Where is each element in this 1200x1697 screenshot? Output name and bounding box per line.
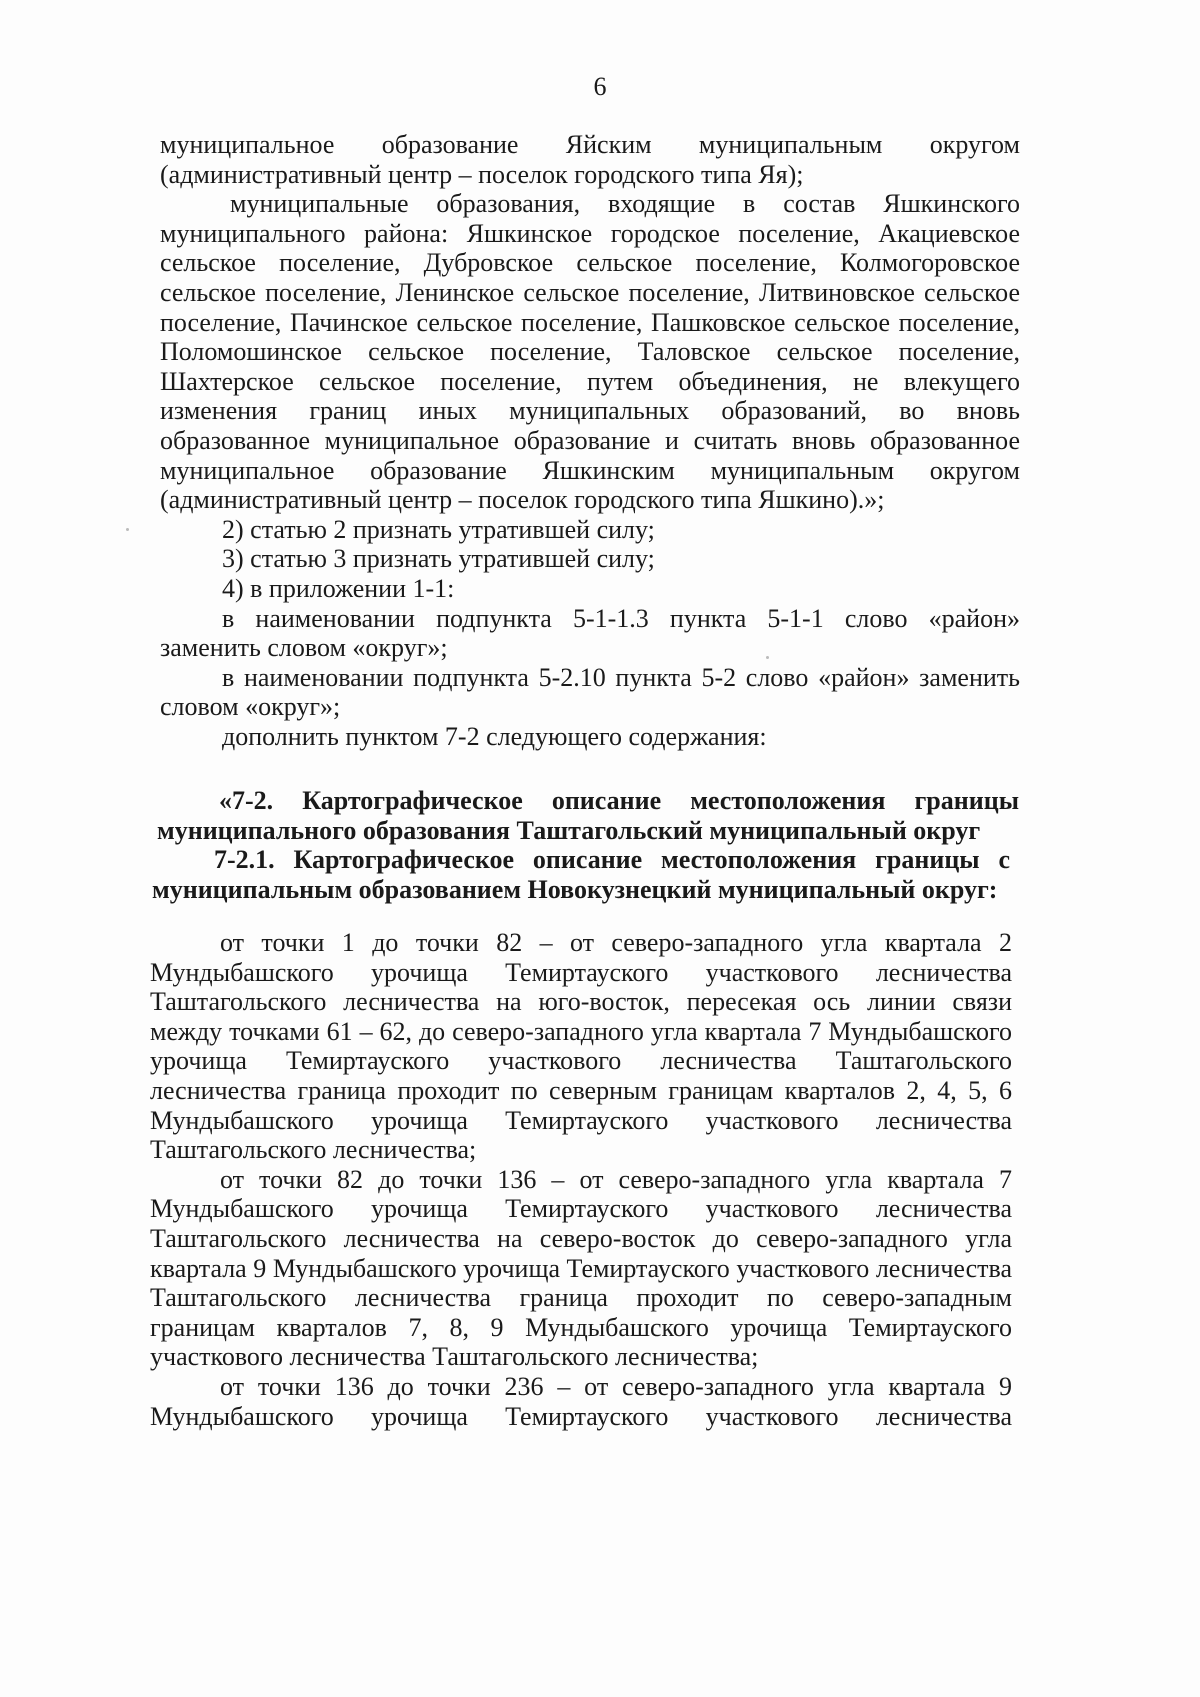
heading-7-2-1-line1: 7-2.1. Картографическое описание местоположения границы с (214, 845, 1010, 874)
paragraph-points-136-236: от точки 136 до точки 236 – от северо-западного угла квартала 9 Мундыбашского урочища Темиртауского участкового лесничества (150, 1371, 1012, 1431)
paragraph-appendix-1-1: 4) в приложении 1-1: (222, 573, 455, 603)
amendment-text (160, 130, 1020, 751)
paragraph-yaya-district: муниципальное образование Яйским муниципальным округом (административный центр – поселок городского типа Яя); (160, 130, 1020, 189)
paragraph-points-1-82: от точки 1 до точки 82 – от северо-западного угла квартала 2 Мундыбашского урочища Темиртауского участкового лесничества Таштагольского лесничества на юго-восток, пересекая ось линии связи между точками 61 – 62, до северо-западного угла квартала 7 Мундыбашского урочища Темиртауского участкового лесничества Таштагольского лесничества граница проходит по северным границам кварталов 2, 4, 5, 6 Мундыбашского урочища Темиртауского участкового лесничества Таштагольского лесничества; (150, 928, 1012, 1165)
paragraph-article-3: 3) статью 3 признать утратившей силу; (222, 544, 655, 574)
paragraph-add-item-7-2: дополнить пунктом 7-2 следующего содержания: (222, 721, 767, 751)
paragraph-subitem-5-2-10: в наименовании подпункта 5-2.10 пункта 5-2 слово «район» заменить словом «округ»; (160, 662, 1020, 722)
page-number: 6 (593, 72, 607, 101)
boundary-description (150, 928, 1012, 1431)
paragraph-yashkino-municipalities: муниципальные образования, входящие в состав Яшкинского муниципального района: Яшкинское городское поселение, Акациевское сельское поселение, Дубровское сельское поселение, Колмогоровское сельское поселение, Ленинское сельское поселение, Литвиновское сельское поселение, Пачинское сельское поселение, Пашковское сельское поселение, Поломошинское сельское поселение, Таловское сельское поселение, Шахтерское сельское поселение, путем объединения, не влекущего изменения границ иных муниципальных образований, во вновь образованное муниципальное образование и считать вновь образованное муниципальное образование Яшкинским муниципальным округом (административный центр – поселок городского типа Яшкино).»; (160, 189, 1020, 515)
paragraph-subitem-5-1-1-3: в наименовании подпункта 5-1-1.3 пункта 5-1-1 слово «район» заменить словом «округ»; (160, 603, 1020, 663)
heading-7-2-line2: муниципального образования Таштагольский муниципальный округ (157, 815, 981, 845)
paragraph-points-82-136: от точки 82 до точки 136 – от северо-западного угла квартала 7 Мундыбашского урочища Темиртауского участкового лесничества Таштагольского лесничества на северо-восток до северо-западного угла квартала 9 Мундыбашского урочища Темиртауского участкового лесничества Таштагольского лесничества граница проходит по северо-западным границам кварталов 7, 8, 9 Мундыбашского урочища Темиртауского участкового лесничества Таштагольского лесничества; (150, 1164, 1012, 1372)
scan-speck (126, 528, 129, 531)
scan-speck (766, 656, 769, 659)
heading-7-2-line1: «7-2. Картографическое описание местоположения границы (219, 786, 1019, 815)
paragraph-article-2: 2) статью 2 признать утратившей силу; (222, 514, 655, 544)
section-heading-7-2-1 (152, 845, 1010, 904)
section-heading-7-2 (157, 786, 1019, 845)
heading-7-2-1-line2: муниципальным образованием Новокузнецкий муниципальный округ: (152, 874, 998, 904)
